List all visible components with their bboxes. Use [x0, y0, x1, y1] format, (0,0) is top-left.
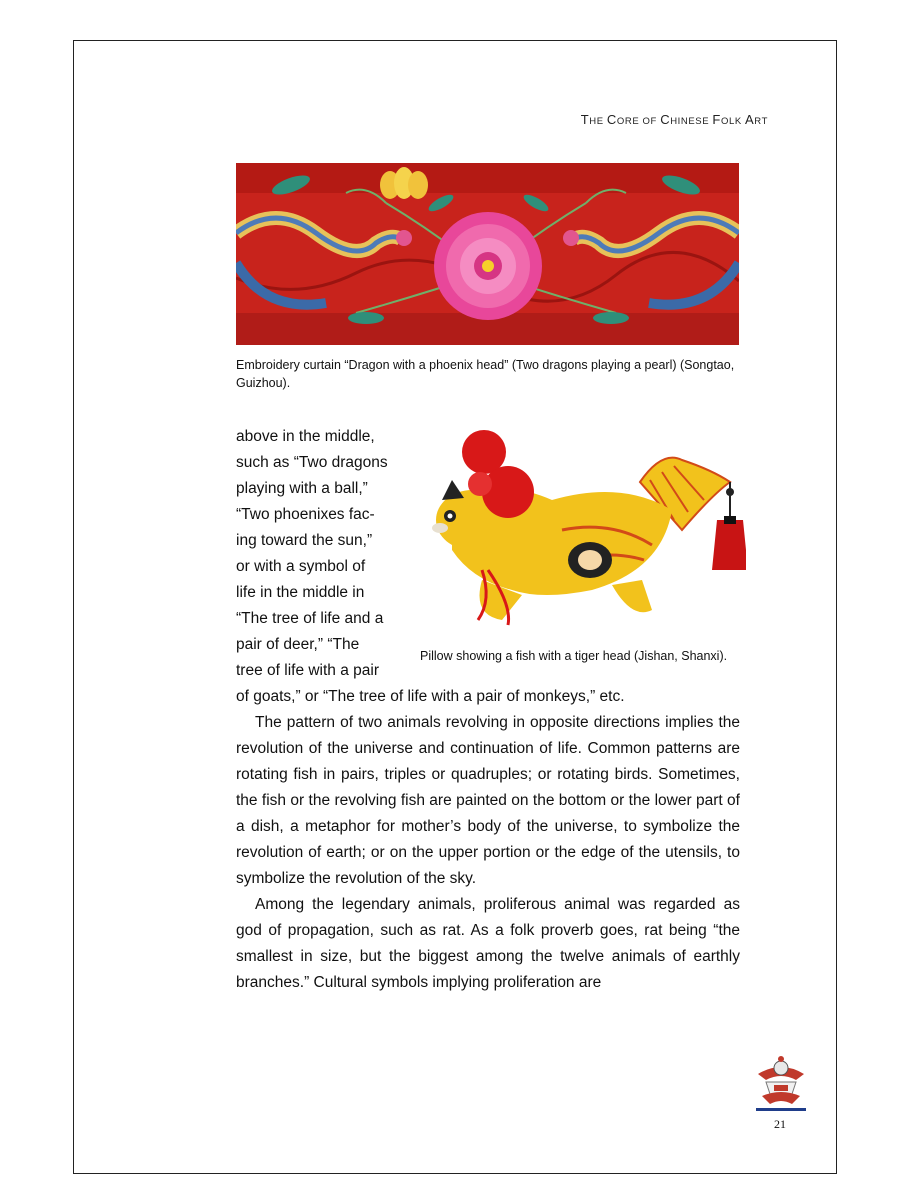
- body-text: [236, 684, 740, 996]
- text-line: above in the middle,: [236, 428, 375, 445]
- text-line: life in the middle in: [236, 584, 365, 601]
- text-line: ing toward the sun,”: [236, 532, 373, 549]
- running-head: THE CORE OF CHINESE FOLK ART: [580, 112, 768, 127]
- fish-tiger-pillow-photo: [412, 420, 746, 640]
- text-line: “The tree of life and a: [236, 610, 384, 627]
- text-line: playing with a ball,”: [236, 480, 368, 497]
- paragraph: The pattern of two animals revolving in opposite directions implies the revolution of the universe and continuation of life. Common patterns are rotating fish in pairs, triples or quadruples; or rotating birds. Sometimes, the fish or the revolving fish are painted on the bottom or the lower part of a dish, a metaphor for mother’s body of the universe, to symbolize the revolution of earth; or on the upper portion or the edge of the utensils, to symbolize the revolution of the sky.: [236, 714, 740, 887]
- page-number: 21: [774, 1117, 786, 1131]
- text-line: such as “Two dragons: [236, 454, 388, 471]
- pillow-caption: Pillow showing a fish with a tiger head (Jishan, Shanxi).: [420, 649, 728, 663]
- embroidery-curtain-photo: [236, 163, 739, 345]
- text-line: pair of deer,” “The: [236, 636, 360, 653]
- text-line: or with a symbol of: [236, 558, 366, 575]
- continuation-line: of goats,” or “The tree of life with a pair of monkeys,” etc.: [236, 688, 625, 705]
- embroidery-caption: Embroidery curtain “Dragon with a phoenix head” (Two dragons playing a pearl) (Songtao, Guizhou).: [236, 358, 735, 390]
- paragraph: Among the legendary animals, proliferous animal was regarded as god of propagation, such as rat. As a folk proverb goes, rat being “the smallest in size, but the biggest among the twelve animals of earthly branches.” Cultural symbols implying proliferation are: [236, 896, 740, 991]
- narrow-text-column: [236, 424, 399, 684]
- folk-art-emblem-icon: [752, 1052, 810, 1114]
- text-line: “Two phoenixes fac-: [236, 506, 375, 523]
- text-line: tree of life with a pair: [236, 662, 380, 679]
